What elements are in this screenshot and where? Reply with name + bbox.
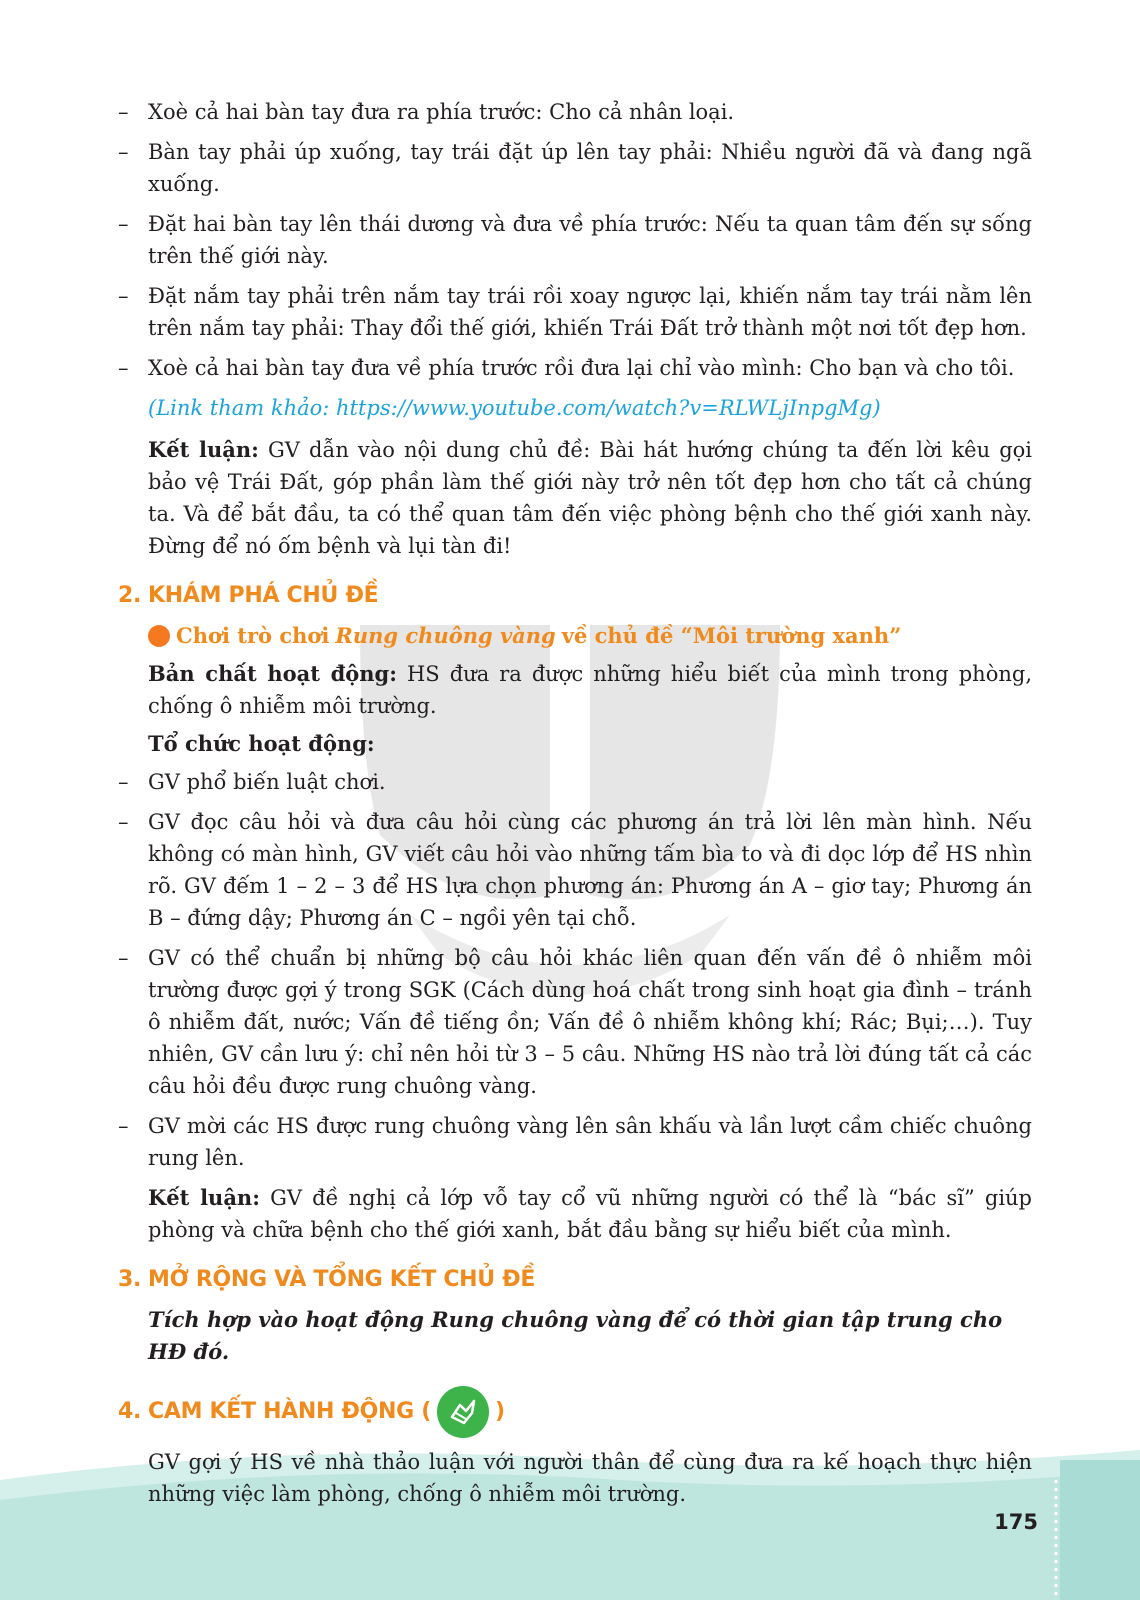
list-item: – GV có thể chuẩn bị những bộ câu hỏi khác liên quan đến vấn đề ô nhiễm môi trường được gợi ý trong SGK (Cách dùng hoá chất trong sinh hoạt gia đình – tránh ô nhiễm đất, nước; Vấn đề tiếng ồn; Vấn đề ô nhiễm không khí; Rác; Bụi;…). Tuy nhiên, GV cần lưu ý: chỉ nên hỏi từ 3 – 5 câu. Những HS nào trả lời đúng tất cả các câu hỏi đều được rung chuông vàng. xyxy=(118,946,1032,1098)
activity-title: Chơi trò chơi Rung chuông vàng về chủ đề “Môi trường xanh” xyxy=(148,620,1032,652)
list-item: – Xoè cả hai bàn tay đưa ra phía trước: Cho cả nhân loại. xyxy=(118,100,735,124)
list-item: – GV đọc câu hỏi và đưa câu hỏi cùng các phương án trả lời lên màn hình. Nếu không có màn hình, GV viết câu hỏi vào những tấm bìa to và đi dọc lớp để HS nhìn rõ. GV đếm 1 – 2 – 3 để HS lựa chọn phương án: Phương án A – giơ tay; Phương án B – đứng dậy; Phương án C – ngồi yên tại chỗ. xyxy=(118,810,1032,930)
activity-organization-label: Tổ chức hoạt động: xyxy=(148,731,375,756)
list-item: – Đặt hai bàn tay lên thái dương và đưa về phía trước: Nếu ta quan tâm đến sự sống trên thế giới này. xyxy=(118,212,1032,268)
list-item: – Bàn tay phải úp xuống, tay trái đặt úp lên tay phải: Nhiều người đã và đang ngã xuống. xyxy=(118,140,1032,196)
conclusion-paragraph: Kết luận: GV dẫn vào nội dung chủ đề: Bài hát hướng chúng ta đến lời kêu gọi bảo vệ Trái Đất, góp phần làm thế giới này trở nên tốt đẹp hơn cho tất cả chúng ta. Và để bắt đầu, ta có thể quan tâm đến việc phòng bệnh cho thế giới xanh này. Đừng để nó ốm bệnh và lụi tàn đi! xyxy=(148,437,1033,558)
section-4-text: GV gợi ý HS về nhà thảo luận với người thân để cùng đưa ra kế hoạch thực hiện những việc làm phòng, chống ô nhiễm môi trường. xyxy=(148,1450,1032,1506)
page-content xyxy=(118,96,1032,1510)
activity-nature: Bản chất hoạt động: HS đưa ra được những hiểu biết của mình trong phòng, chống ô nhiễm môi trường. xyxy=(148,661,1032,718)
commitment-hand-icon xyxy=(437,1386,489,1438)
list-item: – Đặt nắm tay phải trên nắm tay trái rồi xoay ngược lại, khiến nắm tay trái nằm lên trên nắm tay phải: Thay đổi thế giới, khiến Trái Đất trở thành một nơi tốt đẹp hơn. xyxy=(118,284,1032,340)
section-3-text: Tích hợp vào hoạt động Rung chuông vàng để có thời gian tập trung cho HĐ đó. xyxy=(148,1307,1003,1364)
list-item: – GV mời các HS được rung chuông vàng lên sân khấu và lần lượt cầm chiếc chuông rung lên. xyxy=(118,1114,1032,1170)
section-2-heading: 2. KHÁM PHÁ CHỦ ĐỀ xyxy=(118,583,379,608)
section-4-heading: 4. CAM KẾT HÀNH ĐỘNG ( ) xyxy=(118,1386,1032,1438)
list-item: – Xoè cả hai bàn tay đưa về phía trước rồi đưa lại chỉ vào mình: Cho bạn và cho tôi. xyxy=(118,356,1015,380)
bullet-dot-icon xyxy=(148,625,170,647)
page-number: 175 xyxy=(994,1510,1038,1534)
reference-link[interactable]: (Link tham khảo: https://www.youtube.com/watch?v=RLWLjInpgMg) xyxy=(148,396,881,420)
list-item: – GV phổ biến luật chơi. xyxy=(118,770,386,794)
section-2-conclusion: Kết luận: GV đề nghị cả lớp vỗ tay cổ vũ những người có thể là “bác sĩ” giúp phòng và chữa bệnh cho thế giới xanh, bắt đầu bằng sự hiểu biết của mình. xyxy=(148,1185,1032,1242)
section-3-heading: 3. MỞ RỘNG VÀ TỔNG KẾT CHỦ ĐỀ xyxy=(118,1267,536,1292)
